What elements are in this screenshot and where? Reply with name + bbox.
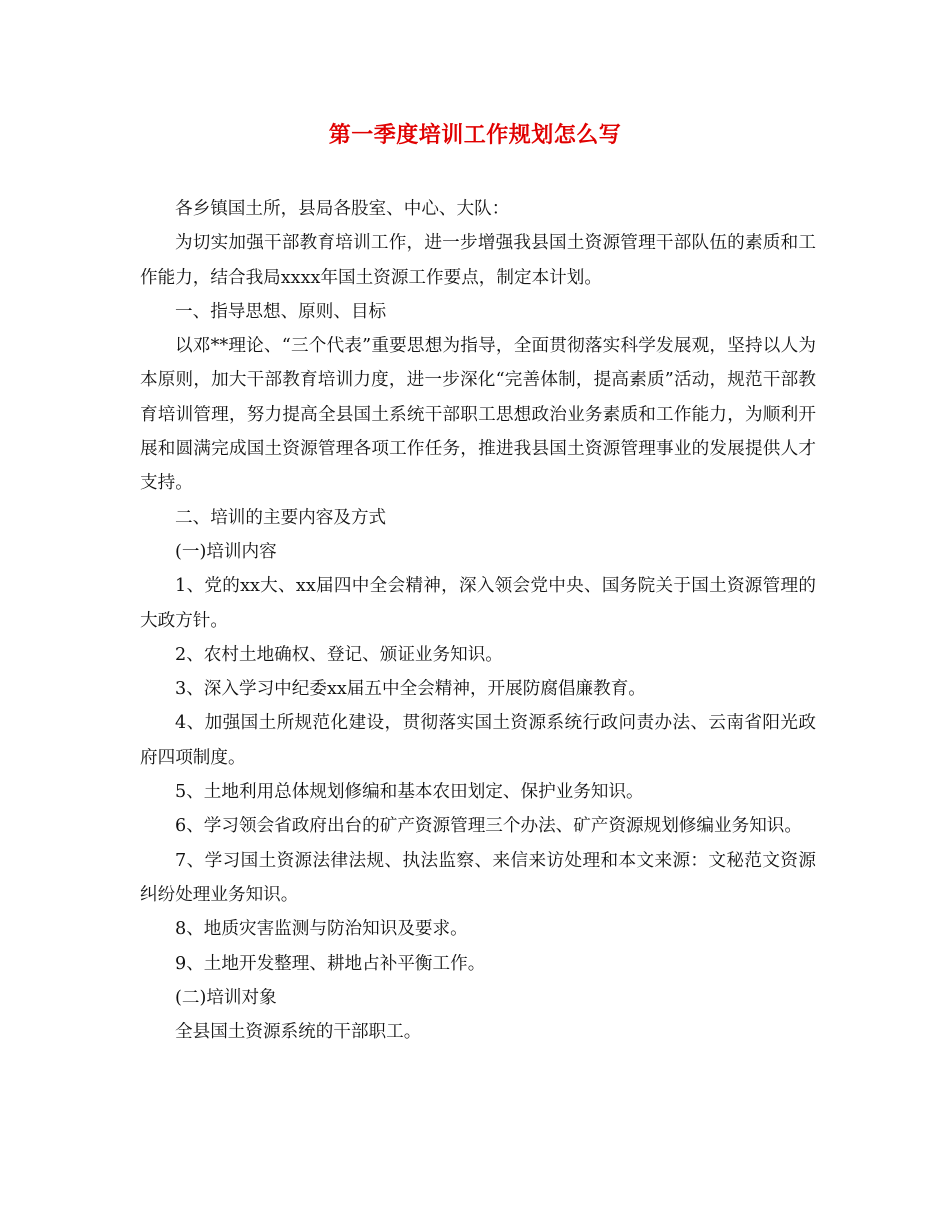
subsection-heading-targets: (二)培训对象 bbox=[175, 987, 277, 1008]
list-item: 8、地质灾害监测与防治知识及要求。 bbox=[175, 919, 468, 940]
list-item: 4、加强国土所规范化建设，贯彻落实国土资源系统行政问责办法、云南省阳光政府四项制度。 bbox=[140, 713, 816, 768]
list-item: 3、深入学习中纪委xx届五中全会精神，开展防腐倡廉教育。 bbox=[175, 679, 646, 700]
section-heading-2: 二、培训的主要内容及方式 bbox=[175, 507, 387, 528]
targets-paragraph: 全县国土资源系统的干部职工。 bbox=[175, 1022, 422, 1043]
salutation: 各乡镇国土所，县局各股室、中心、大队： bbox=[175, 199, 510, 219]
list-item: 9、土地开发整理、耕地占补平衡工作。 bbox=[175, 953, 486, 974]
subsection-heading-content: (一)培训内容 bbox=[175, 541, 277, 562]
list-item: 5、土地利用总体规划修编和基本农田划定、保护业务知识。 bbox=[175, 782, 644, 803]
document-body bbox=[140, 192, 816, 1049]
section-heading-1: 一、指导思想、原则、目标 bbox=[175, 301, 387, 322]
guiding-ideology-paragraph: 以邓**理论、“三个代表”重要思想为指导，全面贯彻落实科学发展观，坚持以人为本原则，加大干部教育培训力度，进一步深化“完善体制，提高素质”活动，规范干部教育培训管理，努力提高全县国土系统干部职工思想政治业务素质和工作能力，为顺利开展和圆满完成国土资源管理各项工作任务，推进我县国土资源管理事业的发展提供人才支持。 bbox=[140, 336, 816, 494]
list-item: 2、农村土地确权、登记、颁证业务知识。 bbox=[175, 644, 503, 665]
list-item: 1、党的xx大、xx届四中全会精神，深入领会党中央、国务院关于国土资源管理的大政方针。 bbox=[140, 576, 816, 631]
document-title: 第一季度培训工作规划怎么写 bbox=[328, 122, 622, 148]
intro-paragraph: 为切实加强干部教育培训工作，进一步增强我县国土资源管理干部队伍的素质和工作能力，结合我局xxxx年国土资源工作要点，制定本计划。 bbox=[140, 233, 816, 288]
list-item: 6、学习领会省政府出台的矿产资源管理三个办法、矿产资源规划修编业务知识。 bbox=[175, 816, 802, 837]
list-item: 7、学习国土资源法律法规、执法监察、来信来访处理和本文来源：文秘范文资源纠纷处理业务知识。 bbox=[140, 850, 816, 905]
